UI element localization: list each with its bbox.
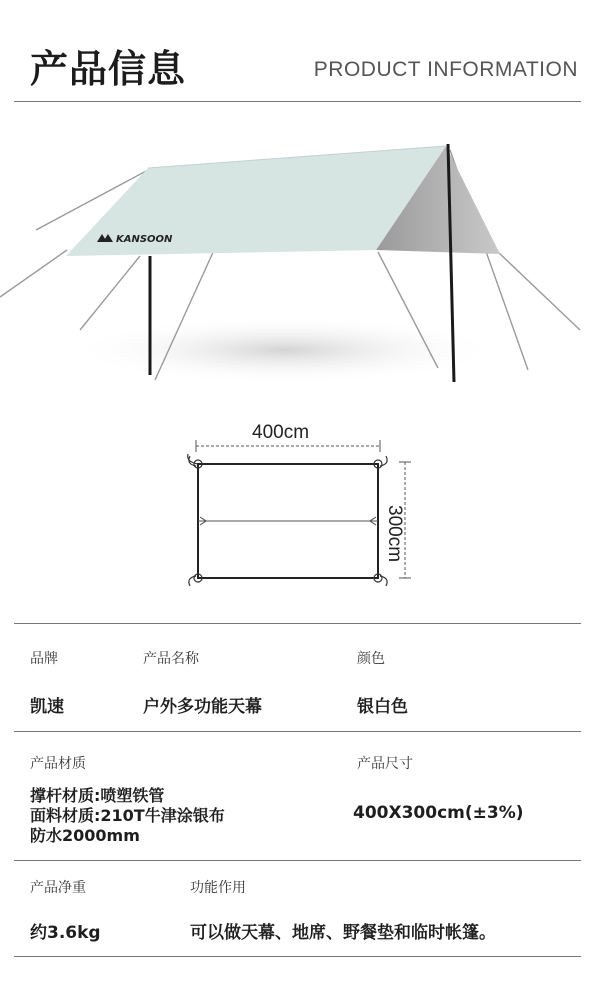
ground-shadow (70, 316, 500, 384)
specs-divider-2 (14, 731, 581, 732)
width-dimension-label: 400cm (252, 422, 310, 443)
specs-divider-4 (14, 956, 581, 957)
color-label: 颜色 (357, 651, 385, 667)
size-value: 400X300cm(±3%) (353, 803, 524, 823)
brand-label: 品牌 (30, 651, 58, 667)
page-title-en: PRODUCT INFORMATION (313, 58, 578, 81)
material-label: 产品材质 (30, 756, 86, 772)
page-title-cn: 产品信息 (30, 47, 187, 91)
weight-value: 约3.6kg (30, 923, 101, 943)
tarp-product-image (0, 130, 600, 400)
size-label: 产品尺寸 (357, 756, 413, 772)
specs-divider-1 (14, 623, 581, 624)
brand-logo-text: KANSOON (116, 234, 173, 245)
corner-loops (188, 454, 387, 586)
header-divider (14, 101, 581, 102)
color-value: 银白色 (357, 697, 408, 717)
specs-divider-3 (14, 860, 581, 861)
function-label: 功能作用 (190, 880, 246, 896)
height-dimension-label: 300cm (384, 505, 405, 563)
material-line-1: 撑杆材质:喷塑铁管 (30, 786, 165, 805)
weight-label: 产品净重 (30, 880, 86, 896)
function-value: 可以做天幕、地席、野餐垫和临时帐篷。 (190, 923, 496, 943)
brand-value: 凯速 (30, 697, 64, 717)
product-name-value: 户外多功能天幕 (143, 697, 262, 717)
material-line-3: 防水2000mm (30, 826, 140, 845)
product-name-label: 产品名称 (143, 651, 199, 667)
material-line-2: 面料材质:210T牛津涂银布 (30, 806, 225, 825)
